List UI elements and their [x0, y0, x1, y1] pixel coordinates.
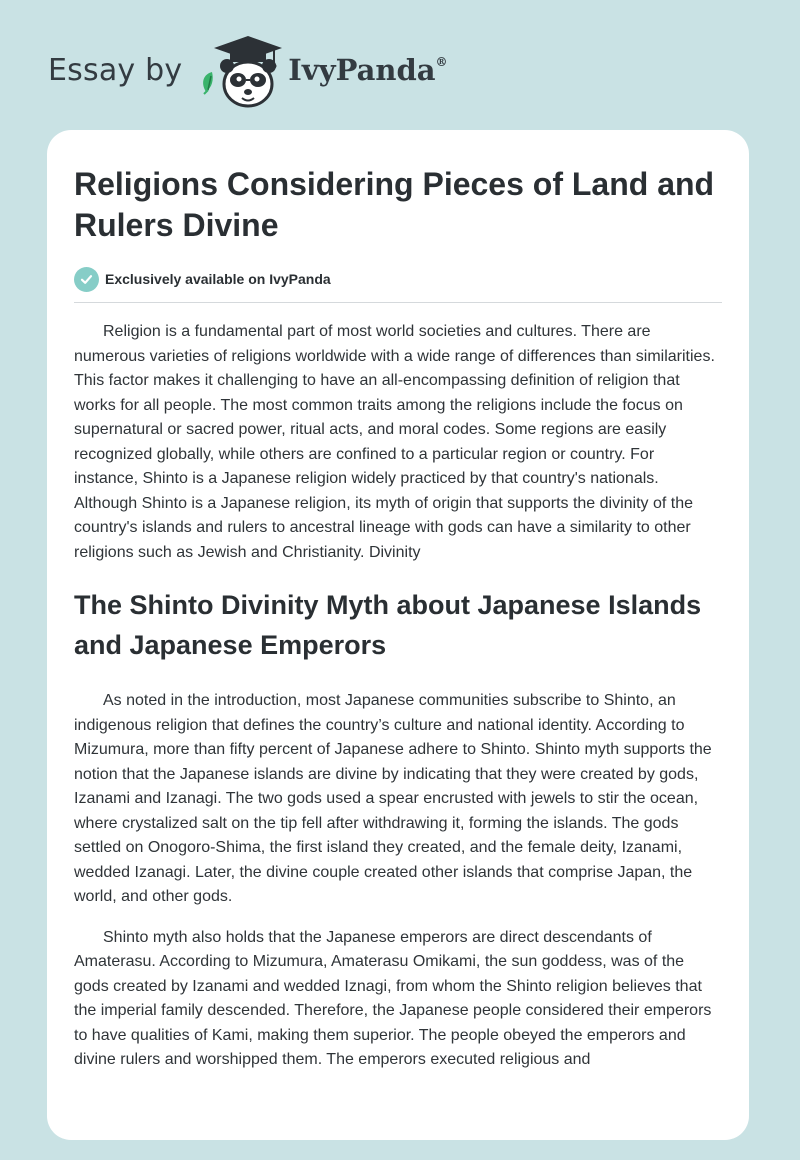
section-heading: The Shinto Divinity Myth about Japanese Islands and Japanese Emperors	[74, 590, 702, 660]
exclusive-badge	[74, 265, 722, 293]
check-icon	[74, 267, 99, 292]
exclusive-label: Exclusively available on IvyPanda	[105, 271, 331, 287]
divider	[74, 302, 722, 303]
body-paragraph: As noted in the introduction, most Japanese communities subscribe to Shinto, an indigenous religion that defines the country’s culture and national identity. According to Mizumura, more than fifty percent of Japanese adhere to Shinto. Shinto myth supports the notion that the Japanese islands are divine by indicating that they were created by gods, Izanami and Izanagi. The two gods used a spear encrusted with jewels to stir the ocean, where crystalized salt on the tip fell after withdrawing it, forming the islands. The gods settled on Onogoro-Shima, the first island they created, and the female deity, Izanami, wedded Izanagi. Later, the divine couple created other islands that comprise Japan, the world, and other gods.	[74, 692, 712, 905]
registered-mark: ®	[435, 55, 448, 69]
site-header	[48, 30, 448, 110]
essay-title: Religions Considering Pieces of Land and Rulers Divine	[74, 166, 715, 243]
essay-card	[47, 130, 749, 1140]
panda-logo-icon[interactable]	[196, 30, 286, 110]
intro-paragraph: Religion is a fundamental part of most world societies and cultures. There are numerous varieties of religions worldwide with a wide range of differences than similarities. This factor makes it challenging to have an all-encompassing definition of religion that works for all people. The most common traits among the religions include the focus on supernatural or sacred power, ritual acts, and moral codes. Some regions are easily recognized globally, while others are confined to a particular region or country. For instance, Shinto is a Japanese religion widely practiced by that country's nationals. Although Shinto is a Japanese religion, its myth of origin that supports the divinity of the country's islands and rulers to ancestral lineage with gods can have a similarity to other religions such as Jewish and Christianity. Divinity	[74, 323, 715, 561]
brand-name[interactable]: IvyPanda®	[288, 53, 448, 87]
body-paragraph: Shinto myth also holds that the Japanese emperors are direct descendants of Amaterasu. According to Mizumura, Amaterasu Omikami, the sun goddess, was of the gods created by Izanami and wedded Iznagi, from whom the Shinto religion believes that the imperial family descended. Therefore, the Japanese people considered their emperors to have qualities of Kami, making them superior. The people obeyed the emperors and divine rulers and worshipped them. The emperors executed religious and	[74, 928, 712, 1068]
essay-by-label: Essay by	[48, 52, 183, 88]
